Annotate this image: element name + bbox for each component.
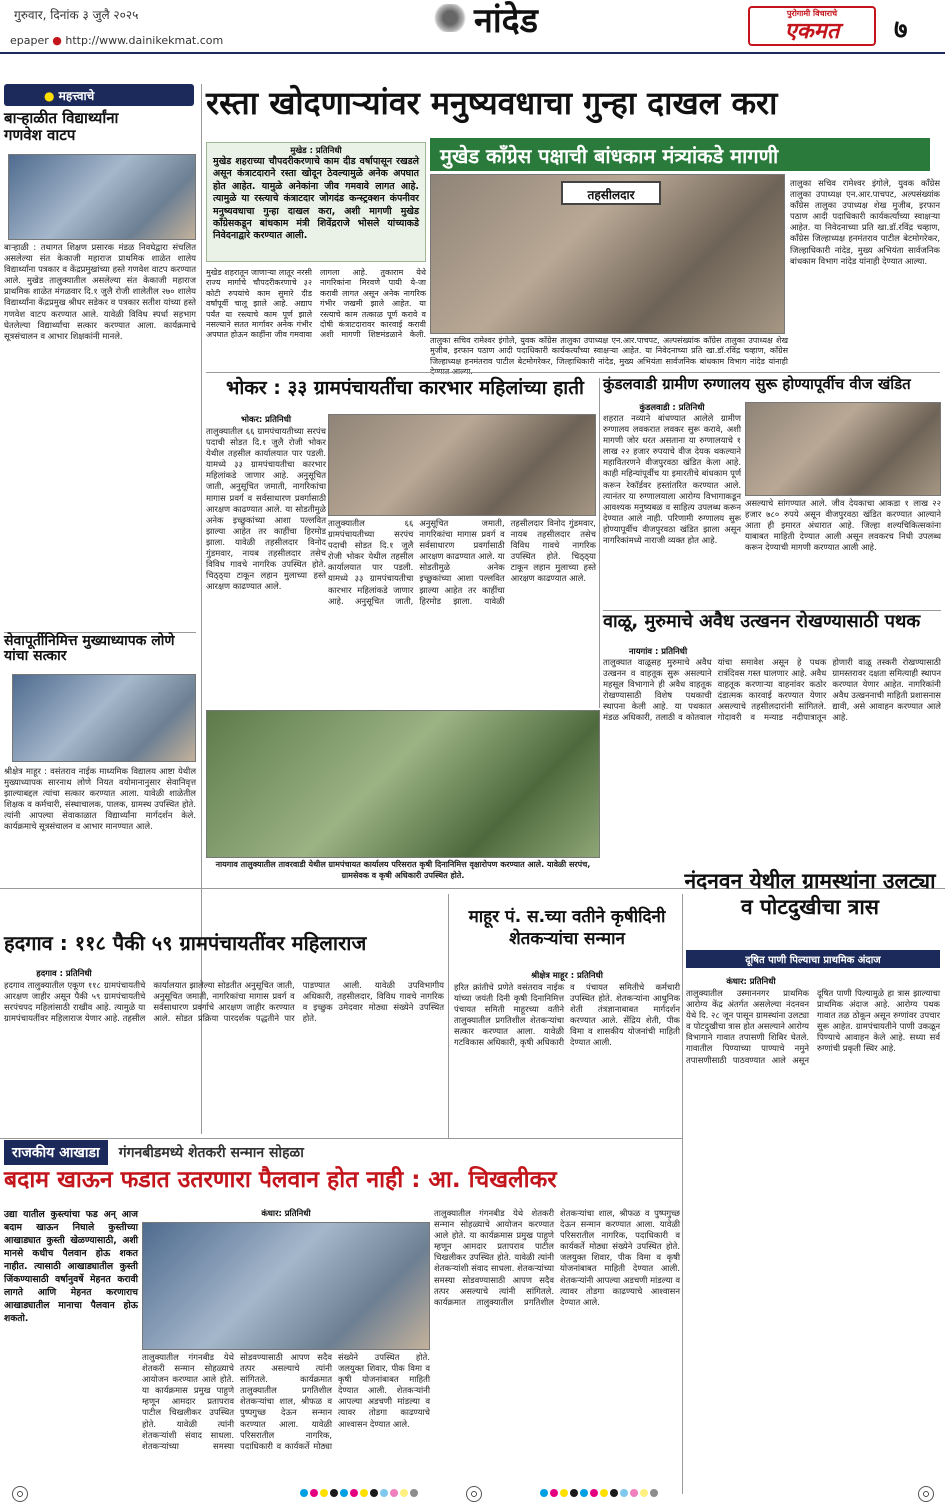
kundalwadi-headline: कुंडलवाडी ग्रामीण रुग्णालय सुरू होण्यापूर्वीच वीज खंडित	[603, 375, 911, 393]
color-swatch	[350, 1489, 358, 1497]
sidebar-section-label: ● महत्त्वाचे	[4, 84, 194, 106]
column-rule	[599, 378, 600, 708]
sidebar-story2-headline: सेवापूर्तीनिमित्त मुख्याध्यापक लोणे यांचा सत्कार	[4, 633, 175, 665]
lead-photo	[430, 174, 785, 334]
nandanvan-byline: कंधार: प्रतिनिधी	[726, 976, 776, 986]
color-swatch	[380, 1489, 388, 1497]
brand-logo	[748, 6, 876, 46]
color-swatch	[390, 1489, 398, 1497]
district-emblem	[432, 4, 468, 32]
mahur-byline: श्रीक्षेत्र माहूर : प्रतिनिधी	[531, 970, 603, 980]
color-swatch	[340, 1489, 348, 1497]
epaper-label: epaper	[10, 34, 49, 47]
kundalwadi-photo	[745, 402, 941, 496]
color-swatch	[570, 1489, 578, 1497]
sidebar-story1-photo	[8, 154, 196, 240]
hadgaon-byline: हदगाव : प्रतिनिधी	[36, 968, 92, 978]
bottom-kicker: गंगनबीडमध्ये शेतकरी सन्मान सोहळा	[118, 1145, 304, 1161]
lead-bottom-rule	[206, 372, 940, 373]
mahur-text: हरित क्रांतीचे प्रणेते वसंतराव नाईक यांच्या जयंती दिनी कृषी दिनानिमित्त पंचायत समिती माहूरच्या वतीने तालुक्यातील प्रगतिशील शेतकऱ्यांचा सत्कार करण्यात आला. यावेळी गटविकास अधिकारी, कृषी अधिकारी व पंचायत समितीचे कर्मचारी उपस्थित होते. शेतकऱ्यांना आधुनिक शेती तंत्रज्ञानाबाबत मार्गदर्शन करण्यात आले. सेंद्रिय शेती, पीक विमा व शासकीय योजनांची माहिती देण्यात आली.	[454, 982, 680, 1048]
color-swatch	[630, 1489, 638, 1497]
color-swatch	[650, 1489, 658, 1497]
lead-continued: तालुका सचिव रामेश्वर इंगोले, युवक काँग्रेस तालुका उपाध्यक्ष एन.आर.पाचपट, अल्पसंख्यांक काँग्रेस तालुका उपाध्यक्ष शेख मुजीब, इरफान पठाण आदी पदाधिकारी कार्यकर्त्यांच्या स्वाक्षऱ्या आहेत. या निवेदनाच्या प्रति खा.डॉ.रविंद्र चव्हाण, काँग्रेस जिल्हाध्यक्ष हनमंतराव पाटील बेटमोगरेकर, जिल्हाधिकारी नांदेड, मुख्य अभियंता सार्वजनिक बांधकाम विभाग नांदेड यांनाही	[430, 336, 788, 366]
color-swatch	[320, 1489, 328, 1497]
lead-summary-box	[206, 142, 426, 262]
color-swatch	[640, 1489, 648, 1497]
epaper-link[interactable]	[10, 34, 223, 47]
bottom-byline: कंधार: प्रतिनिधी	[261, 1208, 311, 1218]
bhokar-photo	[328, 414, 596, 516]
bhokar-text-col2: तालुक्यातील ६६ ग्रामपंचायतीच्या सरपंच पदाची सोडत दि.१ जुलै रोजी भोकर येथील तहसील कार्यालयात पार पडली. यामध्ये ३३ ग्रामपंचायतीचा कारभार महिलांकडे जाणार आहे. अनुसूचित जाती, अनुसूचित जमाती, नागरिकांचा मागास प्रवर्ग व सर्वसाधारण प्रवर्गासाठी आरक्षण काढण्यात आले. या सोडतीमुळे अनेक इच्छुकांच्या आशा पल्लवित झाल्या आहेत तर काहींचा हिरमोड झाला. यावेळी तहसीलदार विनोद गुंडमवार, नायब तहसीलदार तसेच विविध गावचे नागरिक उपस्थित होते. चिठ्ठ्या टाकून लहान मुलाच्या हस्ते आरक्षण काढण्यात आले.	[328, 518, 596, 606]
sidebar-story1-headline: बाऱ्हाळीत विद्यार्थ्यांना गणवेश वाटप	[4, 109, 119, 144]
bottom-text-col2: तालुक्यातील गंगनबीड येथे शेतकरी सन्मान सोहळ्याचे आयोजन करण्यात आले होते. या कार्यक्रमास प्रमुख पाहुणे म्हणून आमदार प्रतापराव पाटील चिखलीकर उपस्थित होते. यावेळी त्यांनी शेतकऱ्यांशी संवाद साधला. शेतकऱ्यांच्या समस्या सोडवण्यासाठी आपण सदैव तत्पर असल्याचे त्यांनी सांगितले. कार्यक्रमात तालुक्यातील प्रगतिशील शेतकऱ्यांचा शाल, श्रीफळ व पुष्पगुच्छ देऊन सन्मान करण्यात आला. यावेळी परिसरातील नागरिक, पदाधिकारी व कार्यकर्ते मोठ्या संख्येने उपस्थित होते. जलयुक्त शिवार, पीक विमा व कृषी योजनांबाबत माहिती देण्यात आली. शेतकऱ्यांनी आपल्या अडचणी मांडल्या व त्यावर तोडगा काढण्याचे आश्वासन देण्यात आले.	[434, 1208, 680, 1307]
naygaon-photo-caption: नायगाव तालुक्यातील तावरवाडी येथील ग्रामपंचायत कार्यालय परिसरात कृषी दिनानिमित्त वृक्षारोपण करण्यात आले. यावेळी सरपंच, ग्रामसेवक व कृषी अधिकारी उपस्थित होते.	[215, 860, 591, 880]
kundalwadi-text: शहरात नव्याने बांधण्यात आलेले ग्रामीण रुग्णालय लवकरात लवकर सुरू करावे, अशी मागणी जोर धरत असताना या रुग्णालयाचे १ लाख २२ हजार रुपयाचे वीज देयक थकल्याने महावितरणने वीजपुरवठा खंडित केला आहे. काही महिन्यांपूर्वीच या इमारतीचे बांधकाम पूर्ण करून रेकॉर्डवर हस्तांतरित करण्यात आले. त्यानंतर या रुग्णालयाला आरोग्य विभागाकडून आवश्यक मनुष्यबळ व साहित्य उपलब्ध करून देण्यात आले नाही. परिणामी रुग्णालय सुरू होण्यापूर्वीच वीजपुरवठा खंडित झाला असून नागरिकांमध्ये नाराजी व्यक्त होत आहे.	[603, 413, 741, 546]
naygaon-photo	[206, 710, 600, 858]
bottom-section-label: राजकीय आखाडा	[4, 1140, 108, 1165]
hadgaon-headline: हदगाव : ११८ पैकी ५९ ग्रामपंचायतींवर महिलाराज	[4, 931, 367, 955]
hadgaon-text: हदगाव तालुक्यातील एकूण ११८ ग्रामपंचायतीचे आरक्षण जाहीर असून पैकी ५९ ग्रामपंचायतीचे सरपंचपद महिलांसाठी राखीव आहे. त्यामुळे या ग्रामपंचायतींवर महिलाराज येणार आहे. तहसील कार्यालयात झालेल्या सोडतीत अनुसूचित जाती, अनुसूचित जमाती, नागरिकांचा मागास प्रवर्ग व सर्वसाधारण प्रवर्गाचे आरक्षण जाहीर करण्यात आले. सोडत प्रक्रिया पारदर्शक पद्धतीने पार पाडण्यात आली. यावेळी उपविभागीय अधिकारी, तहसीलदार, विविध गावचे नागरिक व इच्छुक उमेदवार मोठ्या संख्येने उपस्थित होते.	[4, 980, 444, 1024]
color-swatch	[370, 1489, 378, 1497]
page-number: ७	[894, 15, 908, 45]
header-rule	[0, 52, 945, 54]
masthead	[0, 0, 945, 88]
valu-byline: नायगांव : प्रतिनिधी	[628, 646, 688, 656]
registration-mark-icon	[918, 1486, 934, 1502]
color-swatch	[580, 1489, 588, 1497]
color-swatch	[400, 1489, 408, 1497]
print-registration-strip	[0, 1486, 945, 1501]
color-swatch	[540, 1489, 548, 1497]
column-rule	[201, 84, 202, 1134]
color-swatch	[560, 1489, 568, 1497]
lead-summary: मुखेड शहराच्या चौपदरीकरणाचे काम दीड वर्षापासून रखडले असून कंत्राटदाराने रस्ता खोदून ठेवल्यामुळे अनेक अपघात होत आहेत. यामुळे अनेकांना जीव गमवावे लागत आहे. त्यामुळे या रस्त्याचे कंत्राटदार जोगदंड कन्स्ट्रक्शन कंपनीवर मनुष्यवधाचा गुन्हा दाखल करा, अशी मागणी मुखेड काँग्रेसकडून बांधकाम मंत्री शिवेंद्रराजे भोसले यांच्याकडे निवेदनाद्वारे करण्यात आली.	[213, 156, 419, 242]
bottom-section-strip	[4, 1140, 680, 1164]
sidebar-story2-photo	[12, 674, 196, 762]
sidebar-story1-text: बाऱ्हाळी : तथागत शिक्षण प्रसारक मंडळ निवघेद्वारा संचलित असलेल्या संत केकाजी महाराज प्राथमिक शाळेत शालेय विद्यार्थ्यांना पत्रकार व केंद्रप्रमुखांच्या हस्ते गणवेश वाटप करण्यात आले. मुखेड तालुक्यातील असलेल्या संत केकाजी महाराज प्राथमिक शाळेत मंगळवार दि.१ जुलै रोजी शालेतील २७० शालेय विद्यार्थ्यांना केंद्रप्रमुख श्रीधर सडेकर व पत्रकार सतीश यांच्या हस्ते गणवेश वाटप करण्यात आले. यावेळी विविध स्पर्धा सहभाग घेतलेल्या विद्यार्थ्यांचा सत्कार करण्यात आला. कार्यक्रमाचे सूत्रसंचालन व आभार शिक्षकांनी मानले.	[4, 242, 196, 341]
kundalwadi-text-continued: असल्याचे सांगण्यात आले. जीव देयकाचा आकडा १ लाख २२ हजार ७८० रुपये असून वीजपुरवठा खंडित करण्यात आल्याने आता ही इमारत अंधारात आहे. जिल्हा शल्यचिकित्सकांना याबाबत माहिती देण्यात आली असून लवकरच निधी उपलब्ध करून देण्याची मागणी करण्यात आली आहे.	[745, 498, 941, 553]
sidebar-story2-text: श्रीक्षेत्र माहूर : वसंतराव नाईक माध्यमिक विद्यालय आष्टा येथील मुख्याध्यापक सारनाथ लोणे नियत वयोमानानुसार सेवानिवृत्त झाल्याबद्दल त्यांचा सत्कार करण्यात आला. यावेळी शाळेतील शिक्षक व कर्मचारी, संस्थाचालक, पालक, ग्रामस्थ उपस्थित होते. त्यांनी आपल्या सेवाकाळात विद्यार्थ्यांना मार्गदर्शन केले. कार्यक्रमाचे सूत्रसंचालन व आभार मानण्यात आले.	[4, 766, 196, 832]
color-swatch	[410, 1489, 418, 1497]
registration-mark-icon	[466, 1486, 482, 1502]
lead-subhead: मुखेड काँग्रेस पक्षाची बांधकाम मंत्र्यांकडे मागणी	[430, 138, 930, 171]
color-swatch	[330, 1489, 338, 1497]
registration-mark-icon	[12, 1486, 28, 1502]
color-swatch	[620, 1489, 628, 1497]
website-url[interactable]: http://www.dainikekmat.com	[65, 34, 224, 47]
color-swatch	[610, 1489, 618, 1497]
globe-icon: ●	[52, 34, 62, 47]
color-swatch	[360, 1489, 368, 1497]
brand-name: एकमत	[784, 19, 840, 44]
mahur-headline: माहूर पं. स.च्या वतीने कृषीदिनी शेतकऱ्यांचा सन्मान	[468, 907, 666, 950]
color-swatch	[550, 1489, 558, 1497]
lead-photo-banner: तहसीलदार	[561, 181, 661, 205]
nandanvan-text: तालुक्यातील उस्माननगर प्राथमिक आरोग्य केंद्र अंतर्गत असलेल्या नंदनवन येथे दि. २८ जून पासून ग्रामस्थांना उलट्या व पोटदुखीचा त्रास होत असल्याने आरोग्य विभागाने गावात तपासणी शिबिर घेतले. गावातील पिण्याच्या पाण्याचे नमुने तपासणीसाठी पाठवण्यात आले असून दूषित पाणी पिल्यामुळे हा त्रास झाल्याचा प्राथमिक अंदाज आहे. आरोग्य पथक गावात तळ ठोकून असून रुग्णांवर उपचार सुरू आहेत. ग्रामपंचायतीने पाणी उकळून पिण्याचे आवाहन केले आहे. सध्या सर्व रुग्णांची प्रकृती स्थिर आहे.	[686, 988, 940, 1065]
bottom-rule	[0, 1138, 682, 1139]
bottom-lead-text: उद्या यातील कुस्त्यांचा फड अन् आज बदाम खाऊन निघाले कुस्तीच्या आखाड्यात कुस्ती खेळण्यासाठी, अशी मानसे कधीच पैलवान होऊ शकत नाहीत. त्यासाठी आखाड्यातील कुस्ती जिंकण्यासाठी वर्षानुवर्षे मेहनत करावी लागते आणि मेहनत करणाराच आखाड्यातील मानाचा पैलवान होऊ शकतो.	[4, 1209, 138, 1324]
bottom-photo	[142, 1222, 430, 1350]
nandanvan-kicker: दूषित पाणी पिल्याचा प्राथमिक अंदाज	[686, 950, 940, 968]
lead-headline: रस्ता खोदणाऱ्यांवर मनुष्यवधाचा गुन्हा दाखल करा	[206, 84, 778, 122]
color-swatch	[300, 1489, 308, 1497]
nandanvan-headline: नंदनवन येथील ग्रामस्थांना उलट्या व पोटदुखीचा त्रास	[684, 869, 936, 920]
color-swatch	[600, 1489, 608, 1497]
bottom-text-col1: तालुक्यातील गंगनबीड येथे शेतकरी सन्मान सोहळ्याचे आयोजन करण्यात आले होते. या कार्यक्रमास प्रमुख पाहुणे म्हणून आमदार प्रतापराव पाटील चिखलीकर उपस्थित होते. यावेळी त्यांनी शेतकऱ्यांशी संवाद साधला. शेतकऱ्यांच्या समस्या सोडवण्यासाठी आपण सदैव तत्पर असल्याचे त्यांनी सांगितले. कार्यक्रमात तालुक्यातील प्रगतिशील शेतकऱ्यांचा शाल, श्रीफळ व पुष्पगुच्छ देऊन सन्मान करण्यात आला. यावेळी परिसरातील नागरिक, पदाधिकारी व कार्यकर्ते मोठ्या संख्येने उपस्थित होते. जलयुक्त शिवार, पीक विमा व कृषी योजनांबाबत माहिती देण्यात आली. शेतकऱ्यांनी आपल्या अडचणी मांडल्या व त्यावर तोडगा काढण्याचे आश्वासन देण्यात आले.	[142, 1352, 430, 1451]
issue-date: गुरुवार, दिनांक ३ जुलै २०२५	[14, 8, 139, 22]
brand-tagline: पुरोगामी विचाराचे	[786, 9, 838, 18]
bhokar-headline: भोकर : ३३ ग्रामपंचायतींचा कारभार महिलांच्या हाती	[226, 377, 584, 399]
bottom-headline: बदाम खाऊन फडात उतरणारा पैलवान होत नाही : आ. चिखलीकर	[4, 1167, 557, 1193]
valu-text: तालुक्यात वाळूसह मुरुमाचे अवैध उत्खनन व वाहतूक सुरू असल्याने महसूल विभागाने ही अवैध वाहतूक रोखण्यासाठी विशेष पथकाची स्थापना केली आहे. या पथकात मंडळ अधिकारी, तलाठी व कोतवाल यांचा समावेश असून हे पथक रात्रंदिवस गस्त घालणार आहे. अवैध वाहतूक करणाऱ्या वाहनांवर कठोर दंडात्मक कारवाई करण्यात येणार असल्याचे तहसीलदारांनी सांगितले. गोदावरी व मन्याड नदीपात्रातून होणारी वाळू तस्करी रोखण्यासाठी ग्रामस्तरावर दक्षता समित्याही स्थापन करण्यात येणार आहेत. नागरिकांनी अवैध उत्खननाची माहिती प्रशासनास द्यावी, असे आवाहन करण्यात आले आहे.	[603, 657, 941, 723]
color-swatch	[310, 1489, 318, 1497]
bhokar-text-col1: तालुक्यातील ६६ ग्रामपंचायतीच्या सरपंच पदाची सोडत दि.१ जुलै रोजी भोकर येथील तहसील कार्यालयात पार पडली. यामध्ये ३३ ग्रामपंचायतीचा कारभार महिलांकडे जाणार आहे. अनुसूचित जाती, अनुसूचित जमाती, नागरिकांचा मागास प्रवर्ग व सर्वसाधारण प्रवर्गासाठी आरक्षण काढण्यात आले. या सोडतीमुळे अनेक इच्छुकांच्या आशा पल्लवित झाल्या आहेत तर काहींचा हिरमोड झाला. यावेळी तहसीलदार विनोद गुंडमवार, नायब तहसीलदार तसेच विविध गावचे नागरिक उपस्थित होते. चिठ्ठ्या टाकून लहान मुलाच्या हस्ते आरक्षण काढण्यात आले.	[206, 426, 326, 592]
lead-right-column: तालुका सचिव रामेश्वर इंगोले, युवक काँग्रेस तालुका उपाध्यक्ष एन.आर.पाचपट, अल्पसंख्यांक काँग्रेस तालुका उपाध्यक्ष शेख मुजीब, इरफान पठाण आदी पदाधिकारी कार्यकर्त्यांच्या स्वाक्षऱ्या आहेत. या निवेदनाच्या प्रति खा.डॉ.रविंद्र चव्हाण, काँग्रेस जिल्हाध्यक्ष हनमंतराव पाटील बेटमोगरेकर, जिल्हाधिकारी नांदेड, मुख्य अभियंता सार्वजनिक बांधकाम विभाग नांदेड यांनाही देण्यात आल्या.	[790, 178, 940, 266]
lead-byline: मुखेड : प्रतिनिधी	[290, 145, 342, 155]
page-title: नांदेड	[474, 1, 538, 41]
color-swatch	[590, 1489, 598, 1497]
kundalwadi-byline: कुंडलवाडी : प्रतिनिधी	[639, 402, 705, 412]
column-rule	[682, 894, 683, 1494]
valu-headline: वाळू, मुरुमाचे अवैध उत्खनन रोखण्यासाठी पथक	[603, 611, 921, 632]
lead-body: मुखेड शहरातून जाणाऱ्या लातूर नरसी राज्य मार्गाचे चौपदरीकरणाचे ३२ कोटी रुपयांचे काम सुमारे दीड वर्षांपूर्वी चालू झाले आहे. अद्याप पर्यंत या रस्त्याचे काम पूर्ण झाले नसल्याने सतत मार्गावर अनेक गंभीर अपघात होऊन काहींना जीव गमवावा लागला आहे. तुकाराम येथे नागरिकांना मिरवणे पायी ये-जा करावी लागत असून अनेक नागरिक गंभीर जखमी झाले आहेत. या रस्त्याचे काम तत्काळ पूर्ण करावे व दोषी कंत्राटदारावर कारवाई करावी अशी मागणी शिष्टमंडळाने केली.	[206, 268, 426, 340]
bhokar-byline: भोकर: प्रतिनिधी	[240, 414, 292, 424]
column-rule	[448, 894, 449, 1138]
bullet-icon: ●	[44, 89, 55, 103]
